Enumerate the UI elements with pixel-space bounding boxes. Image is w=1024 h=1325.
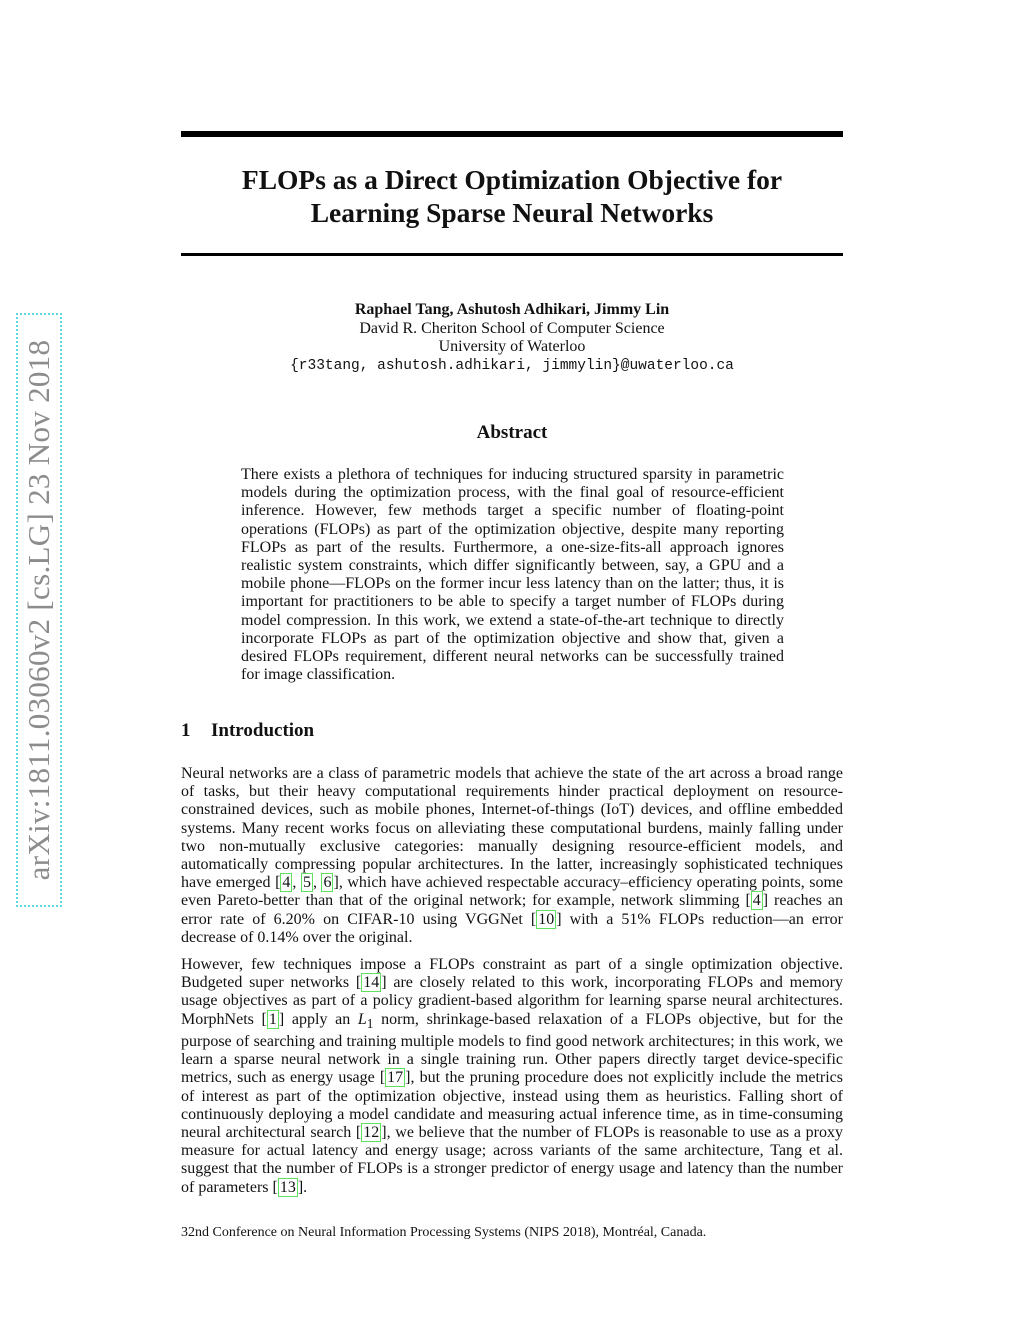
text-run: , [292, 874, 301, 892]
citation-link[interactable]: 12 [363, 1124, 380, 1142]
citation-link[interactable]: 4 [752, 892, 761, 910]
text-run: ] reaches an error rate of 6.20% on CIFAR-10 using VGGNet [ [181, 892, 843, 928]
text-run: ], we believe that the number of FLOPs is reasonable to use as a proxy measure for actual latency and energy usage; across variants of the same architecture, Tang et al. suggest that the number of FLOPs is a stronger predictor of energy usage and latency than the number of parameters [ [181, 1124, 843, 1196]
text-run: norm, shrinkage-based relaxation of a FLOPs objective, but for the purpose of searching and training multiple models to find good network architectures; in this work, we learn a sparse neural network in a single training run. Other papers directly target device-specific metrics, such as energy usage [ [181, 1010, 843, 1087]
text-run: ], which have achieved respectable accuracy–efficiency operating points, some even Pareto-better than that of the original network; for example, network slimming [ [181, 874, 844, 910]
text-run: ]. [297, 1178, 308, 1196]
citation-link[interactable]: 5 [302, 874, 311, 892]
abstract-body: There exists a plethora of techniques for inducing structured sparsity in parametric models during the optimization process, with the final goal of resource-efficient inference. However, few methods target a specific number of floating-point operations (FLOPs) as part of the optimization objective, despite many reporting FLOPs as part of the results. Furthermore, a one-size-fits-all approach ignores realistic system constraints, which differ significantly between, say, a GPU and a mobile phone—FLOPs on the former incur less latency than on the latter; thus, it is important for practitioners to be able to specify a target number of FLOPs during model compression. In this work, we extend a state-of-the-art technique to directly incorporate FLOPs as part of the optimization objective and show that, given a desired FLOPs requirement, different neural networks can be successfully trained for image classification. [241, 466, 784, 684]
text-run: ] apply an [278, 1010, 358, 1028]
author-department: David R. Cheriton School of Computer Science [359, 319, 665, 337]
citation-link[interactable]: 1 [268, 1010, 277, 1028]
math-symbol: L [357, 1010, 367, 1028]
arxiv-stamp-text: arXiv:1811.03060v2 [cs.LG] 23 Nov 2018 [21, 339, 56, 881]
citation-link[interactable]: 6 [323, 874, 332, 892]
text-run: Neural networks are a class of parametric models that achieve the state of the art across a broad range of tasks, but their heavy computational requirements hinder practical deployment on resource-constrained devices, such as mobile phones, Internet-of-things (IoT) devices, and offline embedded systems. Many recent works focus on alleviating these computational burdens, mainly falling under two non-mutually exclusive categories: manually designing resource-efficient models, and automatically compressing popular architectures. In the latter, increasingly sophisticated techniques have emerged [ [181, 765, 843, 892]
citation-link[interactable]: 4 [282, 874, 291, 892]
author-university: University of Waterloo [438, 338, 586, 355]
title-bottom-rule [181, 253, 843, 256]
section-title: Introduction [211, 720, 315, 741]
text-run: ], but the pruning procedure does not explicitly include the metrics of interest as part of the optimization objective, instead using them as heuristics. Falling short of continuously deploying a model candidate and measuring actual inference time, as in time-consuming neural architectural search [ [181, 1069, 843, 1142]
citation-link[interactable]: 13 [279, 1178, 296, 1196]
section-number: 1 [181, 720, 191, 741]
title-line-1: FLOPs as a Direct Optimization Objective for [241, 164, 783, 195]
title-line-2: Learning Sparse Neural Networks [310, 197, 714, 228]
author-block [181, 301, 843, 375]
abstract-heading: Abstract [476, 422, 548, 443]
intro-paragraph-1 [181, 765, 843, 947]
citation-link[interactable]: 17 [387, 1069, 404, 1087]
text-run: , [312, 874, 322, 892]
text-run: However, few techniques impose a FLOPs constraint as part of a single optimization objective. Budgeted super networks [ [181, 956, 843, 992]
conference-footer: 32nd Conference on Neural Information Processing Systems (NIPS 2018), Montréal, Canada. [181, 1225, 707, 1240]
arxiv-stamp[interactable] [16, 313, 62, 907]
author-names: Raphael Tang, Ashutosh Adhikari, Jimmy Lin [354, 301, 670, 318]
citation-link[interactable]: 10 [538, 910, 555, 928]
author-email: {r33tang, ashutosh.adhikari, jimmylin}@uwaterloo.ca [290, 357, 734, 374]
text-run: ] with a 51% FLOPs reduction—an error decrease of 0.14% over the original. [181, 910, 843, 946]
title-top-rule [181, 131, 843, 137]
section-heading-introduction [181, 720, 314, 742]
intro-paragraph-2 [181, 956, 843, 1197]
math-subscript: 1 [366, 1015, 374, 1031]
text-run: ] are closely related to this work, incorporating FLOPs and memory usage objectives as part of a policy gradient-based algorithm for learning sparse neural architectures. MorphNets [ [181, 974, 843, 1028]
citation-link[interactable]: 14 [363, 974, 380, 992]
paper-title [181, 163, 843, 229]
